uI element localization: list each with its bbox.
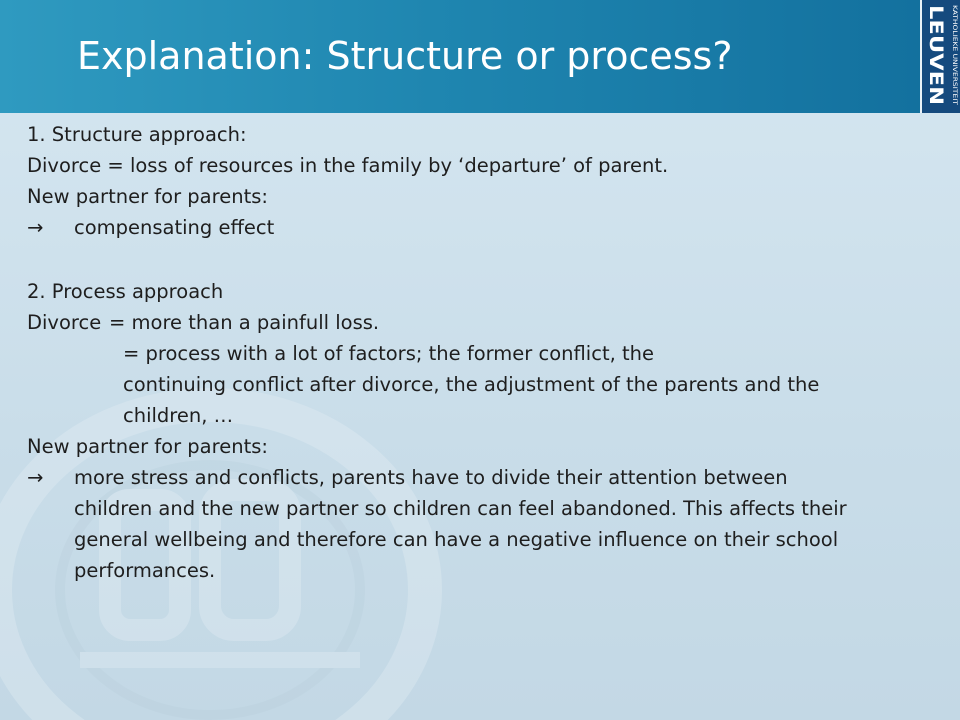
section1-partner-label: New partner for parents: — [27, 185, 268, 208]
ku-leuven-logo — [920, 0, 960, 113]
section2-partner-effect-line3: general wellbeing and therefore can have a negative influence on their school — [74, 528, 839, 551]
section2-partner-effect — [27, 462, 937, 586]
section2-definition-2 — [123, 338, 937, 431]
section2-term: Divorce — [27, 311, 102, 334]
section2-partner-effect-text — [74, 462, 847, 586]
section2-partner-label: New partner for parents: — [27, 435, 268, 458]
arrow-right-icon: → — [27, 216, 44, 239]
title-bar — [0, 0, 960, 113]
section1-partner-effect-text: compensating effect — [74, 216, 275, 239]
section2-partner-effect-line2: children and the new partner so children can feel abandoned. This affects their — [74, 497, 847, 520]
section1-partner-effect — [27, 212, 937, 243]
section1-heading: 1. Structure approach: — [27, 123, 247, 146]
arrow-right-icon: → — [27, 466, 44, 489]
section2-definition2-line2: continuing conflict after divorce, the adjustment of the parents and the — [123, 373, 820, 396]
section2-partner-effect-line4: performances. — [74, 559, 216, 582]
ku-leuven-logo-wordmark — [925, 2, 959, 109]
section1-definition: Divorce = loss of resources in the family by ‘departure’ of parent. — [27, 154, 669, 177]
section2-definition1-text: = more than a painfull loss. — [109, 311, 380, 334]
section2-definition-1 — [27, 307, 937, 338]
section2-partner-effect-line1: more stress and conflicts, parents have to divide their attention between — [74, 466, 788, 489]
slide-body — [27, 113, 937, 586]
slide-title: Explanation: Structure or process? — [77, 34, 733, 78]
logo-top-text: KATHOLIEKE UNIVERSITEIT — [951, 5, 958, 86]
section2-heading: 2. Process approach — [27, 280, 224, 303]
logo-main-text: LEUVEN — [925, 5, 947, 90]
section2-definition2-line1: = process with a lot of factors; the former conflict, the — [123, 342, 654, 365]
spacer — [27, 243, 937, 276]
section2-definition2-line3: children, … — [123, 404, 234, 427]
